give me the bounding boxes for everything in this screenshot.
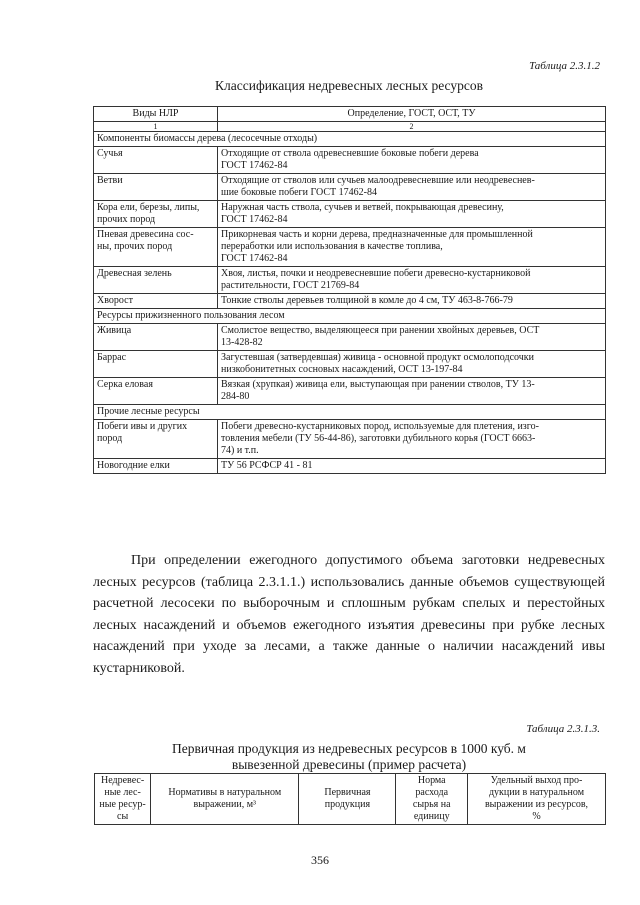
table-title: Классификация недревесных лесных ресурсов [215,78,483,93]
resource-name: Кора ели, березы, липы, прочих пород [94,201,218,228]
section-row [94,132,606,147]
column-header: Нормативы в натуральном выражении, м³ [151,774,299,825]
header-row [94,107,606,122]
table-row [94,294,606,309]
table-row [94,267,606,294]
table2-title-line2: вывезенной древесины (пример расчета) [231,757,467,772]
table-label: Таблица 2.3.1.2 [529,60,600,72]
resource-name: Ветви [94,174,218,201]
resource-definition: Отходящие от стволов или сучьев малоодревесневшие или неодревеснев- шие боковые побеги ГОСТ 17462-84 [218,174,606,201]
table-row [94,147,606,174]
resource-name: Живица [94,324,218,351]
section-heading: Прочие лесные ресурсы [94,405,606,420]
primary-products-table [94,773,606,825]
resource-definition: Прикорневая часть и корни дерева, предназначенные для промышленной переработки или использования в качестве топлива, ГОСТ 17462-84 [218,228,606,267]
table-row [94,378,606,405]
resource-definition: Вязкая (хрупкая) живица ели, выступающая при ранении стволов, ТУ 13- 284-80 [218,378,606,405]
resource-definition: Наружная часть ствола, сучьев и ветвей, покрывающая древесину, ГОСТ 17462-84 [218,201,606,228]
section-row [94,309,606,324]
resource-name: Пневая древесина сос- ны, прочих пород [94,228,218,267]
resource-definition: Побеги древесно-кустарниковых пород, используемые для плетения, изго- товления мебели (ТУ 56-44-86), заготовки дубильного корья (ГОСТ 6663- 74) и т.п. [218,420,606,459]
section-heading: Компоненты биомассы дерева (лесосечные отходы) [94,132,606,147]
body-paragraph: При определении ежегодного допустимого объема заготовки недревесных лесных ресурсов (таблица 2.3.1.1.) использовались данные объемов существующей расчетной лесосеки по выборочным и сплошным рубкам спелых и перестойных лесных насаждений и объемов ежегодного изъятия древесины при рубке лесных насаждений при уходе за лесами, а также данные о наличии насаждений ивы кустарниковой. [93,553,605,676]
table2-title-line1: Первичная продукция из недревесных ресурсов в 1000 куб. м [172,741,526,756]
column-header: Виды НЛР [94,107,218,122]
resource-name: Баррас [94,351,218,378]
resource-definition: Тонкие стволы деревьев толщиной в комле до 4 см, ТУ 463-8-766-79 [218,294,606,309]
page-number: 356 [311,853,329,867]
resource-definition: Отходящие от ствола одревесневшие боковые побеги дерева ГОСТ 17462-84 [218,147,606,174]
column-header: Недревес- ные лес- ные ресур- сы [95,774,151,825]
column-header: Удельный выход про- дукции в натуральном выражении из ресурсов, % [468,774,606,825]
resource-definition: Хвоя, листья, почки и неодревесневшие побеги древесно-кустарниковой растительности, ГОСТ 21769-84 [218,267,606,294]
resource-name: Побеги ивы и других пород [94,420,218,459]
resource-name: Новогодние елки [94,459,218,474]
table2-label: Таблица 2.3.1.3. [526,723,600,735]
table-row [94,324,606,351]
column-number: 1 [94,122,218,132]
column-header: Определение, ГОСТ, ОСТ, ТУ [218,107,606,122]
resource-definition: ТУ 56 РСФСР 41 - 81 [218,459,606,474]
table-row [94,459,606,474]
column-number: 2 [218,122,606,132]
table-row [94,351,606,378]
classification-table [93,106,606,474]
column-header: Норма расхода сырья на единицу [396,774,468,825]
resource-definition: Смолистое вещество, выделяющееся при ранении хвойных деревьев, ОСТ 13-428-82 [218,324,606,351]
table-row [94,201,606,228]
section-heading: Ресурсы прижизненного пользования лесом [94,309,606,324]
resource-name: Сучья [94,147,218,174]
column-number-row [94,122,606,132]
table-row [94,228,606,267]
column-header: Первичная продукция [299,774,396,825]
resource-name: Серка еловая [94,378,218,405]
table-row [94,420,606,459]
resource-name: Хворост [94,294,218,309]
resource-name: Древесная зелень [94,267,218,294]
resource-definition: Загустевшая (затвердевшая) живица - основной продукт осмолоподсочки низкобонитетных сосновых насаждений, ОСТ 13-197-84 [218,351,606,378]
section-row [94,405,606,420]
table-row [94,174,606,201]
